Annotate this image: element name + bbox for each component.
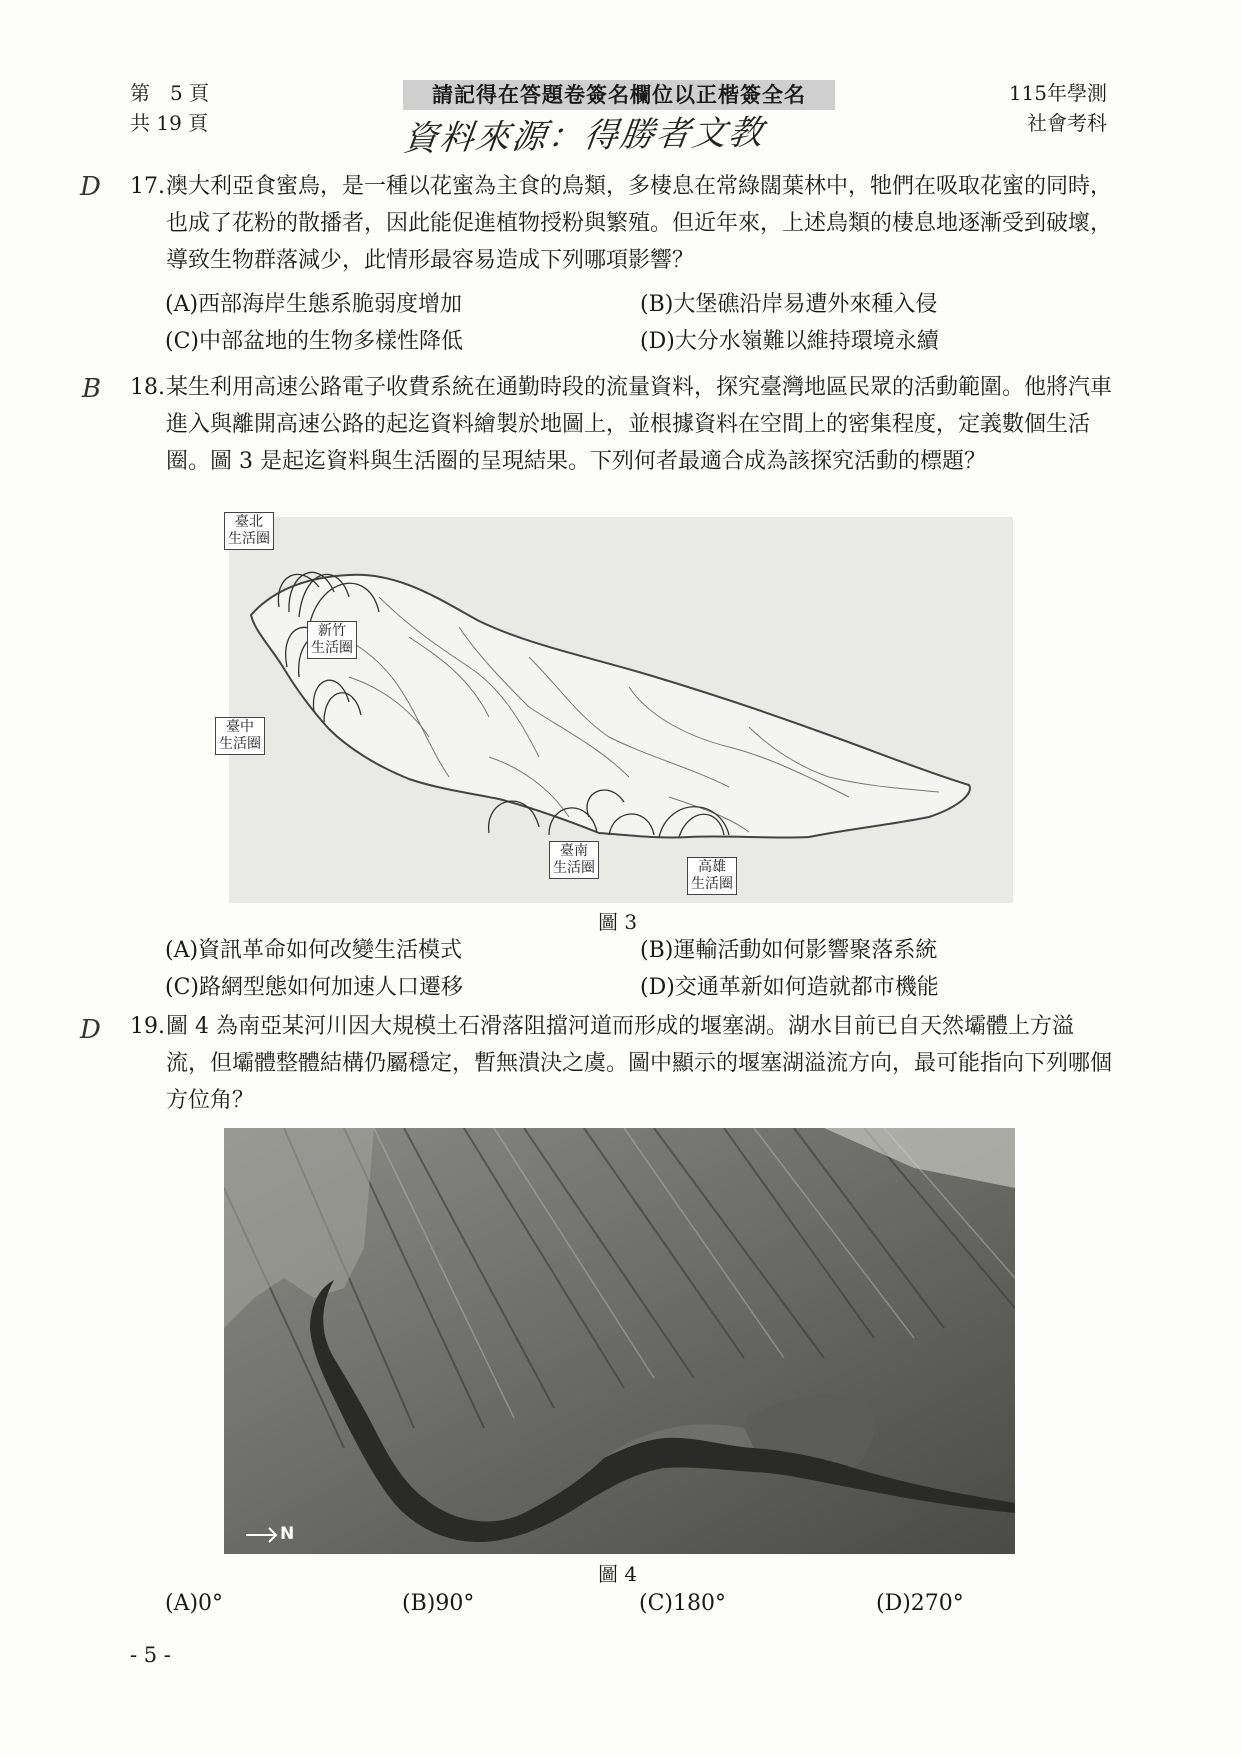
label-tainan-line1: 臺南: [560, 843, 588, 859]
options-q19: [165, 1585, 1115, 1622]
option-d[interactable]: (D)大分水嶺難以維持環境永續: [640, 329, 939, 354]
option-d[interactable]: (D)交通革新如何造就都市機能: [640, 975, 939, 1000]
label-hsinchu-line2: 生活圈: [311, 640, 353, 656]
label-taichung: [215, 717, 265, 755]
page-info: [130, 78, 209, 138]
total-pages-label: 共 19 頁: [130, 111, 209, 135]
label-taipei-line2: 生活圈: [228, 531, 270, 547]
label-tainan: [549, 841, 599, 879]
question-number: 19.: [130, 1014, 165, 1039]
north-arrow-label: N: [280, 1524, 295, 1544]
question-number: 17.: [130, 174, 165, 199]
option-b[interactable]: (B)90°: [402, 1591, 475, 1616]
handwritten-answer-q19: D: [80, 1015, 101, 1045]
label-taichung-line2: 生活圈: [219, 736, 261, 752]
question-number: 18.: [130, 375, 165, 400]
handwritten-source-note: 資料來源：得勝者文教: [401, 112, 767, 160]
handwritten-answer-q17: D: [80, 172, 101, 202]
option-a[interactable]: (A)資訊革命如何改變生活模式: [165, 938, 463, 963]
satellite-svg: [224, 1128, 1015, 1554]
page-label: 第 5 頁: [130, 81, 210, 105]
figure-3-caption: 圖 3: [598, 910, 638, 934]
label-taichung-line1: 臺中: [226, 719, 254, 735]
option-a[interactable]: (A)0°: [165, 1591, 224, 1616]
option-a[interactable]: (A)西部海岸生態系脆弱度增加: [165, 292, 463, 317]
exam-title: 115年學測: [1008, 81, 1107, 105]
question-text: 圖 4 為南亞某河川因大規模土石滑落阻擋河道而形成的堰塞湖。湖水目前已自天然壩體上方溢流，但壩體整體結構仍屬穩定，暫無潰決之虞。圖中顯示的堰塞湖溢流方向，最可能指向下列哪個方位角？: [166, 1014, 1113, 1113]
figure-4-caption: 圖 4: [598, 1562, 638, 1586]
taiwan-map-svg: [229, 517, 1013, 903]
label-taipei: [224, 512, 274, 550]
label-kaohsiung-line1: 高雄: [698, 859, 726, 875]
exam-info: [1009, 78, 1107, 138]
option-d[interactable]: (D)270°: [876, 1591, 964, 1616]
label-kaohsiung-line2: 生活圈: [691, 876, 733, 892]
subject-title: 社會考科: [1027, 111, 1107, 135]
figure-4-satellite-image: [224, 1128, 1015, 1554]
page-number: - 5 -: [130, 1643, 171, 1667]
option-c[interactable]: (C)180°: [639, 1591, 726, 1616]
label-tainan-line2: 生活圈: [553, 860, 595, 876]
option-b[interactable]: (B)運輸活動如何影響聚落系統: [640, 938, 938, 963]
options-q17: [165, 286, 1115, 360]
figure-3-map: [219, 514, 1013, 903]
label-hsinchu: [307, 621, 357, 659]
question-text: 澳大利亞食蜜鳥，是一種以花蜜為主食的鳥類，多棲息在常綠闊葉林中，牠們在吸取花蜜的同時，也成了花粉的散播者，因此能促進植物授粉與繁殖。但近年來，上述鳥類的棲息地逐漸受到破壞，導致生物群落減少，此情形最容易造成下列哪項影響？: [166, 174, 1113, 273]
label-kaohsiung: [687, 857, 737, 895]
question-19: [130, 1008, 1115, 1119]
option-b[interactable]: (B)大堡礁沿岸易遭外來種入侵: [640, 292, 938, 317]
label-hsinchu-line1: 新竹: [318, 623, 346, 639]
question-18: [130, 369, 1115, 480]
option-c[interactable]: (C)路網型態如何加速人口遷移: [165, 975, 463, 1000]
label-taipei-line1: 臺北: [235, 514, 263, 530]
option-c[interactable]: (C)中部盆地的生物多樣性降低: [165, 329, 463, 354]
options-q18: [165, 932, 1115, 1006]
handwritten-answer-q18: B: [82, 374, 102, 404]
question-17: [130, 168, 1115, 279]
question-text: 某生利用高速公路電子收費系統在通勤時段的流量資料，探究臺灣地區民眾的活動範圍。他將汽車進入與離開高速公路的起迄資料繪製於地圖上，並根據資料在空間上的密集程度，定義數個生活圈。圖 3 是起迄資料與生活圈的呈現結果。下列何者最適合成為該探究活動的標題？: [166, 375, 1113, 474]
signature-notice: 請記得在答題卷簽名欄位以正楷簽全名: [403, 80, 835, 110]
